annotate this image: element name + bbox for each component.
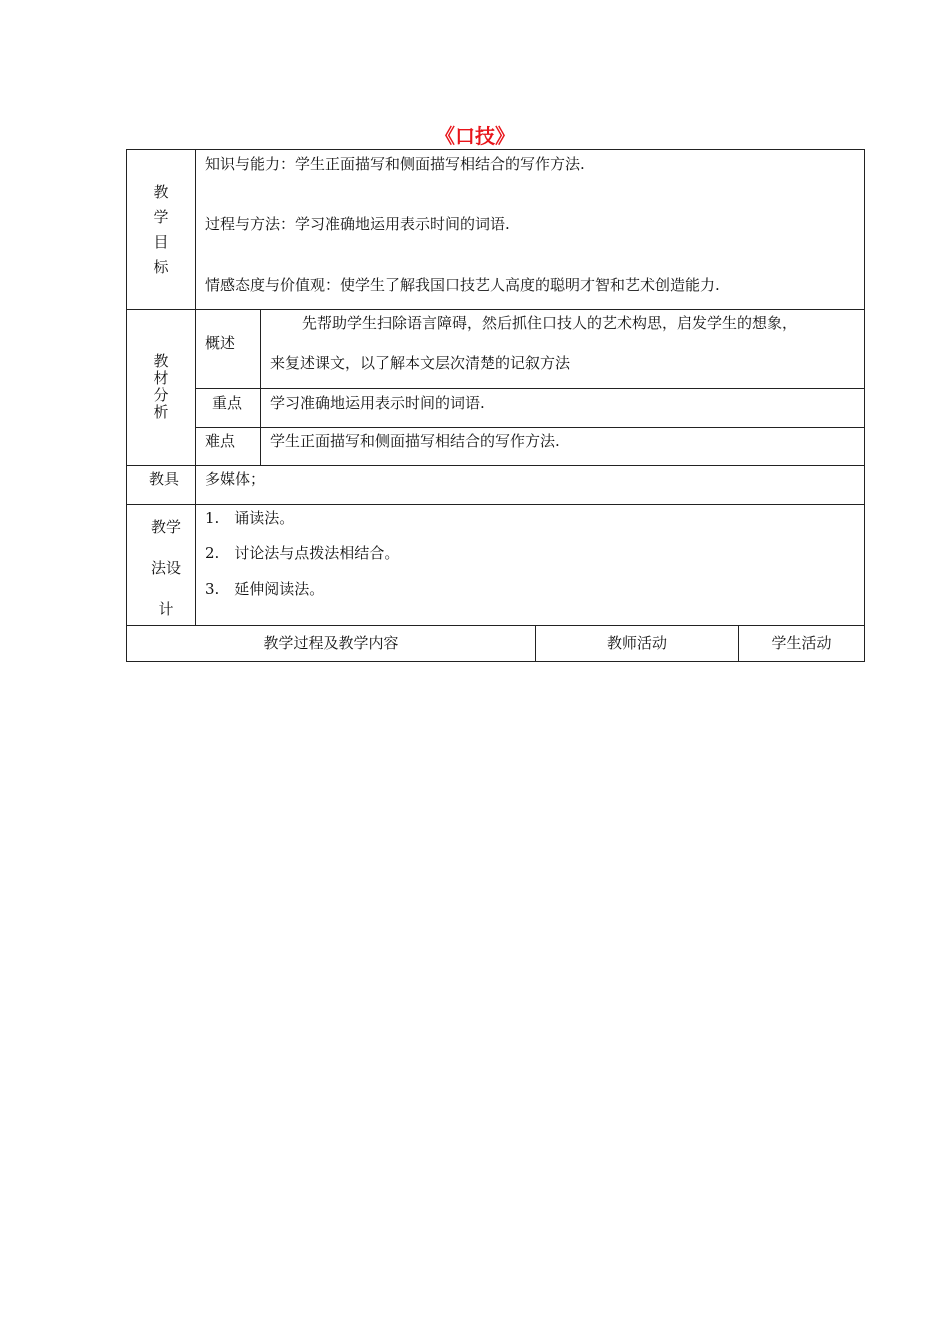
objective-emotion: 情感态度与价值观：使学生了解我国口技艺人高度的聪明才智和艺术创造能力. (205, 276, 720, 294)
overview-line-1: 先帮助学生扫除语言障碍，然后抓住口技人的艺术构思，启发学生的想象， (302, 314, 798, 332)
difficulty-label: 难点 (205, 432, 236, 450)
tools-label: 教具 (149, 470, 180, 488)
row-divider (195, 427, 864, 428)
document-title: 《口技》 (435, 124, 515, 148)
method-item: 3. 延伸阅读法。 (205, 580, 325, 598)
objective-knowledge: 知识与能力：学生正面描写和侧面描写相结合的写作方法. (205, 155, 585, 173)
key-point-label: 重点 (212, 394, 243, 412)
method-item: 1. 诵读法。 (205, 509, 295, 527)
process-content-header: 教学过程及教学内容 (263, 634, 399, 652)
row-divider (195, 388, 864, 389)
methods-label: 教学 法设 计 (150, 518, 181, 618)
overview-label: 概述 (205, 334, 236, 352)
row-divider (127, 309, 864, 310)
column-divider (260, 309, 261, 465)
key-point-text: 学习准确地运用表示时间的词语. (270, 394, 485, 412)
objectives-label: 教 学 目 标 (153, 183, 169, 276)
lesson-plan-table (126, 149, 865, 662)
row-divider (127, 465, 864, 466)
teacher-activity-header: 教师活动 (606, 634, 667, 652)
method-item: 2. 讨论法与点拨法相结合。 (205, 544, 400, 562)
row-divider (127, 504, 864, 505)
difficulty-text: 学生正面描写和侧面描写相结合的写作方法. (270, 432, 560, 450)
student-activity-header: 学生活动 (771, 634, 832, 652)
overview-line-2: 来复述课文，以了解本文层次清楚的记叙方法 (270, 354, 571, 372)
objective-process: 过程与方法：学习准确地运用表示时间的词语. (205, 215, 510, 233)
row-divider (127, 625, 864, 626)
analysis-label: 教 材 分 析 (153, 352, 169, 421)
tools-text: 多媒体； (205, 470, 266, 488)
